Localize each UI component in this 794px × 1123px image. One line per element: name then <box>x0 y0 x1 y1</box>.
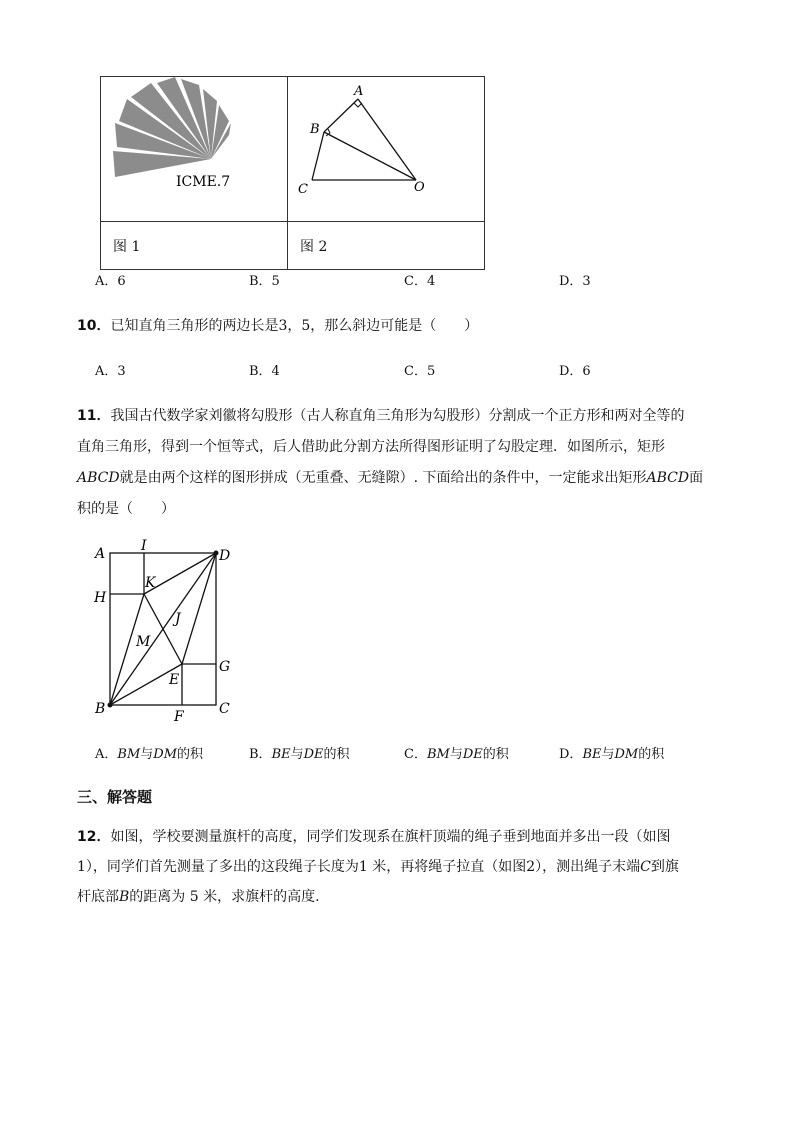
q11-number: 11． <box>77 408 111 424</box>
q11-option-d-mid: 与 <box>601 747 615 762</box>
q9-figure-table <box>100 76 485 270</box>
q11-line-2: 直角三角形，得到一个恒等式，后人借助此分割方法所得图形证明了勾股定理．如图所示，矩形 <box>77 439 665 455</box>
fig2-triangle <box>288 77 484 217</box>
fig2-caption-cell <box>288 222 485 270</box>
q11-label-h: H <box>94 590 107 606</box>
fig1-icme-logo <box>101 77 287 217</box>
q11-label-g: G <box>219 659 231 675</box>
q11-line-1-text: 我国古代数学家刘徽将勾股形（古人称直角三角形为勾股形）分割成一个正方形和两对全等的 <box>110 408 685 424</box>
fig1-cell <box>101 77 288 222</box>
fig1-caption: 图 1 <box>113 238 141 255</box>
fig2-label-o: O <box>414 180 425 195</box>
q11-option-c-seg1: BM <box>426 747 450 762</box>
q12-line-2-end: 到旗 <box>650 859 679 875</box>
q11-option-a-mid: 与 <box>140 747 154 762</box>
q11-label-k: K <box>145 575 156 591</box>
q11-rectangle-figure <box>90 538 240 723</box>
q11-label-j: J <box>175 611 181 627</box>
q11-rect-name-2: ABCD <box>646 470 690 486</box>
q11-option-d-seg2: DM <box>614 747 639 762</box>
q11-option-b-mid: 与 <box>290 747 304 762</box>
q11-option-c-end: 的积 <box>482 747 509 762</box>
q11-option-c-seg2: DE <box>462 747 483 762</box>
q11-option-b-letter: B． <box>249 747 272 762</box>
q11-option-a <box>95 745 203 765</box>
q12-point-c: C <box>640 859 651 875</box>
q11-label-d: D <box>219 548 231 564</box>
q12-stem <box>77 822 727 912</box>
q11-line-3-end: 面 <box>689 470 704 486</box>
q10-text: 已知直角三角形的两边长是3，5，那么斜边可能是（ ） <box>110 318 479 334</box>
q10-option-c: C．5 <box>404 364 436 379</box>
q12-line-3-start: 杆底部 <box>77 889 119 905</box>
q11-option-a-end: 的积 <box>177 747 204 762</box>
q11-line-4: 积的是（ ） <box>77 501 175 517</box>
q9-option-a: A．6 <box>95 274 126 289</box>
q11-label-b: B <box>95 701 106 717</box>
q11-option-a-letter: A． <box>95 747 118 762</box>
section-3-heading: 三、解答题 <box>77 788 153 806</box>
q10-option-a: A．3 <box>95 364 126 379</box>
fig2-caption: 图 2 <box>300 238 328 255</box>
q9-option-c: C．4 <box>404 274 436 289</box>
q11-option-d-end: 的积 <box>638 747 665 762</box>
q11-label-i: I <box>141 538 147 554</box>
q11-option-b-end: 的积 <box>323 747 350 762</box>
q11-line-3 <box>77 463 727 494</box>
q11-option-c <box>404 745 509 765</box>
q11-option-b <box>249 745 350 765</box>
q11-option-a-seg1: BM <box>117 747 141 762</box>
q11-label-e: E <box>169 672 180 688</box>
q11-rect-name-1: ABCD <box>77 470 120 486</box>
q12-point-b: B <box>119 889 130 905</box>
q10-option-b: B．4 <box>249 364 280 379</box>
q12-line-1-text: 如图，学校要测量旗杆的高度，同学们发现系在旗杆顶端的绳子垂到地面并多出一段（如图 <box>110 829 671 845</box>
q12-line-2 <box>77 852 727 882</box>
q10-option-d: D．6 <box>559 364 591 379</box>
q11-label-f: F <box>174 709 184 723</box>
q9-option-d: D．3 <box>559 274 591 289</box>
q11-line-3-text: 就是由两个这样的图形拼成（无重叠、无缝隙）. 下面给出的条件中，一定能求出矩形 <box>119 470 647 486</box>
q12-line-3 <box>77 882 727 912</box>
q11-option-b-seg2: DE <box>303 747 324 762</box>
q12-line-1 <box>77 822 727 852</box>
fig2-label-c: C <box>298 182 308 197</box>
q11-option-c-letter: C． <box>404 747 427 762</box>
q10-stem <box>77 316 478 336</box>
fig1-caption-cell <box>101 222 288 270</box>
q11-option-d-seg1: BE <box>582 747 602 762</box>
figure-table <box>100 76 485 270</box>
q11-label-m: M <box>136 634 151 650</box>
q11-label-c: C <box>219 701 230 717</box>
q9-option-b: B．5 <box>249 274 280 289</box>
q11-option-d <box>559 745 664 765</box>
fig2-label-b: B <box>310 122 320 137</box>
q10-number: 10． <box>77 318 111 334</box>
q11-line-1 <box>77 401 727 432</box>
fig2-cell <box>288 77 485 222</box>
q11-label-a: A <box>95 546 106 562</box>
fig1-text: ICME.7 <box>176 174 231 190</box>
q11-option-c-mid: 与 <box>449 747 463 762</box>
q12-line-3-text: 的距离为 5 米，求旗杆的高度. <box>129 889 320 905</box>
q11-option-a-seg2: DM <box>153 747 178 762</box>
q12-number: 12． <box>77 829 111 845</box>
q11-option-d-letter: D． <box>559 747 583 762</box>
q11-stem <box>77 401 727 525</box>
q12-line-2-text: 1），同学们首先测量了多出的这段绳子长度为1 米，再将绳子拉直（如图2），测出绳子末端 <box>77 859 641 875</box>
fig2-label-a: A <box>354 84 364 99</box>
q11-option-b-seg1: BE <box>271 747 291 762</box>
